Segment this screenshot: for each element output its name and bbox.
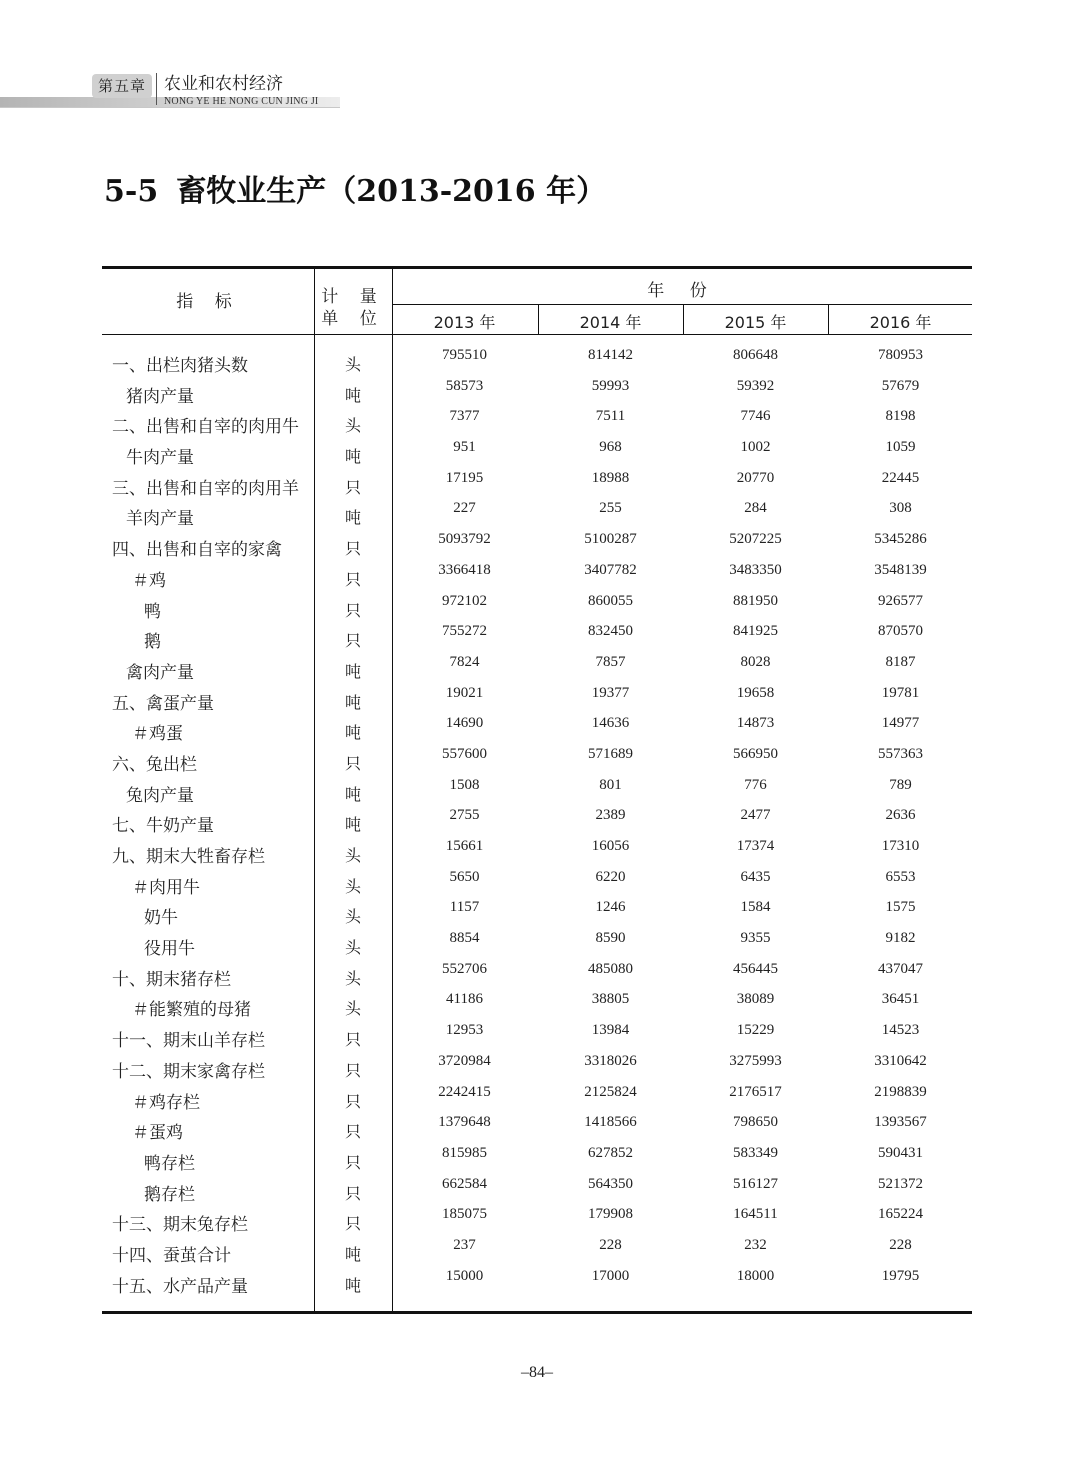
- row-value: 881950: [733, 592, 778, 609]
- table-row: [102, 378, 972, 409]
- table-row: [102, 439, 972, 470]
- row-value: 1584: [740, 899, 771, 916]
- row-value: 3407782: [584, 561, 637, 578]
- row-value: 5345286: [874, 531, 927, 548]
- row-unit: 吨: [344, 784, 361, 804]
- header-year: 2013 年: [433, 313, 496, 332]
- row-value: 228: [889, 1236, 912, 1253]
- row-value: 662584: [442, 1175, 487, 1192]
- row-value: 437047: [878, 960, 923, 977]
- row-unit: 只: [344, 1091, 361, 1111]
- row-value: 1393567: [874, 1114, 927, 1131]
- row-value: 798650: [733, 1114, 778, 1131]
- row-unit: 吨: [344, 815, 361, 835]
- page-number: –84–: [521, 1364, 553, 1381]
- row-value: 185075: [442, 1206, 487, 1223]
- row-value: 14873: [736, 715, 775, 732]
- row-unit: 吨: [344, 661, 361, 681]
- row-value: 776: [744, 776, 767, 793]
- row-value: 3366418: [438, 561, 491, 578]
- table-row: [102, 807, 972, 838]
- row-indicator: ＃鸡存栏: [132, 1092, 200, 1113]
- row-indicator: 四、出售和自宰的家禽: [112, 540, 282, 561]
- row-unit: 吨: [344, 508, 361, 528]
- row-indicator: 猪肉产量: [126, 386, 194, 407]
- row-indicator: 牛肉产量: [126, 448, 194, 469]
- row-value: 566950: [733, 745, 778, 762]
- row-unit: 只: [344, 477, 361, 497]
- row-value: 485080: [588, 960, 633, 977]
- row-value: 38805: [591, 991, 630, 1008]
- row-unit: 只: [344, 1030, 361, 1050]
- row-indicator: 六、兔出栏: [112, 754, 197, 775]
- row-value: 6220: [595, 868, 626, 885]
- table-row: [102, 470, 972, 501]
- row-unit: 只: [344, 1152, 361, 1172]
- row-value: 3548139: [874, 561, 927, 578]
- table-row: [102, 777, 972, 808]
- table-row: [102, 685, 972, 716]
- row-indicator: ＃鸡蛋: [132, 724, 183, 745]
- table-bottom-rule: [102, 1311, 972, 1314]
- header-year: 2015 年: [724, 313, 787, 332]
- table-row: [102, 347, 972, 378]
- table-row: [102, 623, 972, 654]
- row-value: 6435: [740, 868, 771, 885]
- row-value: 516127: [733, 1175, 778, 1192]
- table-row: [102, 531, 972, 562]
- table-row: [102, 1022, 972, 1053]
- row-value: 2477: [740, 807, 771, 824]
- row-value: 1508: [449, 776, 480, 793]
- table-row: [102, 593, 972, 624]
- row-value: 968: [599, 439, 622, 456]
- row-value: 3275993: [729, 1052, 782, 1069]
- row-value: 228: [599, 1236, 622, 1253]
- table-row: [102, 715, 972, 746]
- row-value: 7857: [595, 653, 626, 670]
- row-value: 5207225: [729, 531, 782, 548]
- row-value: 2176517: [729, 1083, 782, 1100]
- row-value: 1379648: [438, 1114, 491, 1131]
- row-value: 3310642: [874, 1052, 927, 1069]
- row-indicator: ＃蛋鸡: [132, 1123, 183, 1144]
- table-row: [102, 961, 972, 992]
- table-row: [102, 654, 972, 685]
- row-value: 5650: [449, 868, 480, 885]
- row-value: 583349: [733, 1144, 778, 1161]
- row-indicator: 鹅: [144, 632, 161, 653]
- row-indicator: 二、出售和自宰的肉用牛: [112, 417, 299, 438]
- row-value: 552706: [442, 960, 487, 977]
- row-value: 1246: [595, 899, 626, 916]
- row-indicator: ＃肉用牛: [132, 877, 200, 898]
- row-unit: 头: [344, 938, 361, 958]
- row-value: 8028: [740, 653, 771, 670]
- row-unit: 吨: [344, 1244, 361, 1264]
- table-row: [102, 1206, 972, 1237]
- row-value: 18000: [736, 1267, 775, 1284]
- table-row: [102, 1053, 972, 1084]
- row-value: 972102: [442, 592, 487, 609]
- row-value: 571689: [588, 745, 633, 762]
- row-value: 19021: [445, 684, 484, 701]
- row-value: 801: [599, 776, 622, 793]
- row-value: 36451: [881, 991, 920, 1008]
- row-indicator: 十五、水产品产量: [112, 1276, 248, 1297]
- row-indicator: 鹅存栏: [144, 1184, 195, 1205]
- row-value: 59392: [736, 377, 775, 394]
- row-unit: 只: [344, 539, 361, 559]
- row-value: 164511: [733, 1206, 778, 1223]
- row-value: 22445: [881, 469, 920, 486]
- row-unit: 只: [344, 1183, 361, 1203]
- row-value: 926577: [878, 592, 923, 609]
- row-indicator: 九、期末大牲畜存栏: [112, 847, 265, 867]
- row-indicator: 一、出栏肉猪头数: [112, 356, 248, 376]
- row-unit: 吨: [344, 723, 361, 743]
- row-indicator: ＃鸡: [132, 570, 166, 591]
- table-row: [102, 1114, 972, 1145]
- chapter-pinyin: NONG YE HE NONG CUN JING JI: [164, 96, 319, 107]
- table-number: 5-5: [104, 174, 159, 209]
- row-value: 2198839: [874, 1083, 927, 1100]
- row-value: 1002: [740, 439, 771, 456]
- row-value: 557363: [878, 745, 923, 762]
- row-indicator: 五、禽蛋产量: [112, 693, 214, 714]
- table-row: [102, 408, 972, 439]
- chapter-title: 农业和农村经济: [164, 74, 283, 94]
- header-indicator: 指 标: [176, 292, 240, 312]
- row-indicator: 兔肉产量: [126, 785, 194, 806]
- chapter-divider: [156, 73, 157, 105]
- row-value: 860055: [588, 592, 633, 609]
- table-header-rule: [102, 334, 972, 335]
- row-value: 2125824: [584, 1083, 637, 1100]
- row-value: 3483350: [729, 561, 782, 578]
- row-value: 6553: [885, 868, 916, 885]
- row-indicator: 羊肉产量: [126, 509, 194, 530]
- table-title-text: 畜牧业生产（2013-2016 年）: [176, 174, 607, 209]
- row-value: 18988: [591, 469, 630, 486]
- row-value: 237: [453, 1236, 476, 1253]
- row-value: 1418566: [584, 1114, 637, 1131]
- row-indicator: 十、期末猪存栏: [112, 969, 231, 990]
- row-indicator: 鸭: [144, 601, 161, 622]
- row-value: 951: [453, 439, 476, 456]
- row-value: 9182: [885, 930, 916, 947]
- row-value: 14636: [591, 715, 630, 732]
- row-unit: 头: [344, 999, 361, 1019]
- row-value: 19781: [881, 684, 920, 701]
- row-value: 19658: [736, 684, 775, 701]
- table-row: [102, 991, 972, 1022]
- row-unit: 头: [344, 846, 361, 865]
- row-unit: 吨: [344, 1275, 361, 1295]
- row-value: 14977: [881, 715, 920, 732]
- row-value: 795510: [442, 347, 487, 363]
- row-unit: 头: [344, 355, 361, 374]
- row-value: 815985: [442, 1144, 487, 1161]
- row-value: 2755: [449, 807, 480, 824]
- row-value: 3720984: [438, 1052, 491, 1069]
- row-indicator: 十二、期末家禽存栏: [112, 1061, 265, 1082]
- row-value: 2636: [885, 807, 916, 824]
- row-value: 832450: [588, 623, 633, 640]
- page-title: [104, 170, 606, 214]
- row-value: 38089: [736, 991, 775, 1008]
- table-row: [102, 562, 972, 593]
- row-value: 7824: [449, 653, 480, 670]
- row-unit: 只: [344, 600, 361, 620]
- row-indicator: 奶牛: [144, 908, 178, 929]
- row-value: 557600: [442, 745, 487, 762]
- row-value: 1575: [885, 899, 916, 916]
- row-value: 284: [744, 500, 767, 517]
- row-indicator: 三、出售和自宰的肉用羊: [112, 478, 299, 499]
- table-row: [102, 899, 972, 930]
- year-group-rule: [392, 304, 972, 305]
- row-value: 2242415: [438, 1083, 491, 1100]
- row-value: 8590: [595, 930, 626, 947]
- table-row: [102, 746, 972, 777]
- row-indicator: 十一、期末山羊存栏: [112, 1031, 265, 1052]
- row-value: 165224: [878, 1206, 923, 1223]
- table-row: [102, 869, 972, 900]
- table-row: [102, 1084, 972, 1115]
- row-value: 5093792: [438, 531, 491, 548]
- row-value: 521372: [878, 1175, 923, 1192]
- row-value: 841925: [733, 623, 778, 640]
- row-value: 780953: [878, 347, 923, 363]
- row-indicator: 鸭存栏: [144, 1153, 195, 1174]
- row-value: 232: [744, 1236, 767, 1253]
- row-indicator: 役用牛: [144, 939, 195, 960]
- row-value: 16056: [591, 838, 630, 854]
- row-value: 59993: [591, 377, 630, 394]
- table-row: [102, 500, 972, 531]
- row-value: 9355: [740, 930, 771, 947]
- row-value: 19377: [591, 684, 630, 701]
- row-value: 5100287: [584, 531, 637, 548]
- row-value: 255: [599, 500, 622, 517]
- row-value: 456445: [733, 960, 778, 977]
- row-value: 755272: [442, 623, 487, 640]
- table-top-rule: [102, 266, 972, 269]
- row-indicator: 禽肉产量: [126, 662, 194, 683]
- row-value: 17195: [445, 469, 484, 486]
- table-row: [102, 838, 972, 869]
- row-unit: 头: [344, 968, 361, 988]
- row-unit: 只: [344, 753, 361, 773]
- row-unit: 吨: [344, 385, 361, 405]
- row-unit: 只: [344, 1214, 361, 1234]
- header-years-group: 年 份: [647, 281, 717, 301]
- row-unit: 头: [344, 416, 361, 436]
- row-value: 870570: [878, 623, 923, 640]
- row-value: 7746: [740, 408, 771, 425]
- row-value: 15229: [736, 1022, 775, 1039]
- row-indicator: 十三、期末兔存栏: [112, 1215, 248, 1236]
- row-value: 2389: [595, 807, 626, 824]
- row-value: 1059: [885, 439, 916, 456]
- row-value: 564350: [588, 1175, 633, 1192]
- row-indicator: 十四、蚕茧合计: [112, 1245, 231, 1266]
- row-value: 627852: [588, 1144, 633, 1161]
- row-unit: 只: [344, 1122, 361, 1142]
- row-value: 227: [453, 500, 476, 517]
- row-value: 14690: [445, 715, 484, 732]
- row-value: 8187: [885, 653, 916, 670]
- header-unit-line1: 计 量: [321, 287, 385, 307]
- row-value: 8198: [885, 408, 916, 425]
- row-value: 17374: [736, 838, 775, 854]
- row-value: 58573: [445, 377, 484, 394]
- row-unit: 吨: [344, 692, 361, 712]
- table-row: [102, 1237, 972, 1268]
- row-value: 179908: [588, 1206, 633, 1223]
- row-value: 806648: [733, 347, 778, 363]
- header-year: 2016 年: [869, 313, 932, 332]
- row-value: 15661: [445, 838, 484, 854]
- row-value: 17310: [881, 838, 920, 854]
- row-unit: 只: [344, 1060, 361, 1080]
- row-value: 1157: [449, 899, 480, 916]
- row-value: 14523: [881, 1022, 920, 1039]
- table-row: [102, 1268, 972, 1299]
- row-value: 7377: [449, 408, 480, 425]
- row-value: 17000: [591, 1267, 630, 1284]
- row-value: 13984: [591, 1022, 630, 1039]
- row-value: 789: [889, 776, 912, 793]
- row-value: 3318026: [584, 1052, 637, 1069]
- row-unit: 只: [344, 631, 361, 651]
- table-row: [102, 1145, 972, 1176]
- row-value: 814142: [588, 347, 633, 363]
- table-body: [102, 347, 972, 1298]
- row-value: 308: [889, 500, 912, 517]
- chapter-badge: 第五章: [92, 74, 152, 98]
- row-value: 590431: [878, 1144, 923, 1161]
- row-value: 41186: [446, 991, 483, 1008]
- header-year: 2014 年: [579, 313, 642, 332]
- row-unit: 吨: [344, 447, 361, 467]
- table-row: [102, 1176, 972, 1207]
- row-unit: 头: [344, 876, 361, 896]
- row-indicator: ＃能繁殖的母猪: [132, 1000, 251, 1021]
- table-row: [102, 930, 972, 961]
- row-value: 20770: [736, 469, 775, 486]
- row-value: 15000: [445, 1267, 484, 1284]
- header-unit-line2: 单 位: [321, 309, 385, 329]
- row-value: 12953: [445, 1022, 484, 1039]
- row-value: 19795: [881, 1267, 920, 1284]
- row-indicator: 七、牛奶产量: [112, 816, 214, 837]
- row-value: 57679: [881, 377, 920, 394]
- row-unit: 头: [344, 907, 361, 927]
- row-unit: 只: [344, 569, 361, 589]
- row-value: 8854: [449, 930, 480, 947]
- row-value: 7511: [595, 408, 626, 425]
